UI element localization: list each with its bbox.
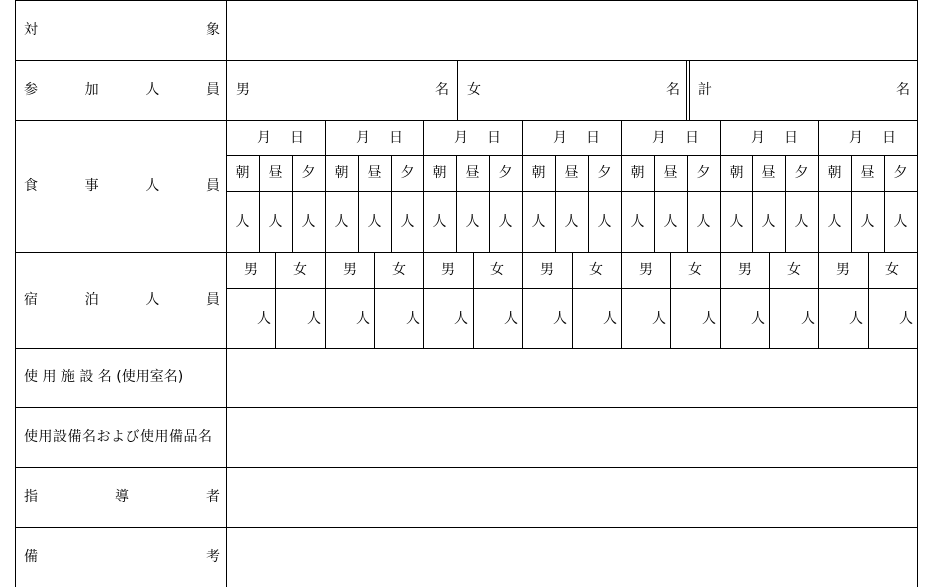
- meal-count-field[interactable]: [885, 192, 917, 252]
- day-label: 日: [389, 130, 403, 146]
- person-unit-label: 人: [663, 214, 678, 230]
- meal-count-field[interactable]: [359, 192, 391, 252]
- person-unit-label: 人: [334, 214, 349, 230]
- person-unit-label: 人: [751, 311, 765, 327]
- unit-label: 名: [435, 82, 449, 98]
- month-label: 月: [553, 130, 567, 146]
- meal-date-field[interactable]: [819, 121, 917, 155]
- instructor-label-char: 指: [24, 489, 38, 505]
- month-label: 月: [849, 130, 863, 146]
- lodging-label-char: 泊: [84, 292, 99, 308]
- participants-label: [24, 82, 220, 98]
- meal-time-label: 夕: [597, 165, 612, 181]
- total-count-field[interactable]: [690, 61, 917, 120]
- meal-count-field[interactable]: [523, 192, 555, 252]
- meal-count-field[interactable]: [457, 192, 489, 252]
- lodging-male-count-field[interactable]: [622, 289, 670, 348]
- frame-left-border: [15, 0, 16, 587]
- lodging-female-count-field[interactable]: [375, 289, 424, 348]
- person-unit-label: 人: [702, 311, 716, 327]
- instructor-label-char: 導: [115, 489, 129, 505]
- equipment-label: 使用設備名および使用備品名: [24, 429, 213, 445]
- lodging-male-label: 男: [738, 262, 752, 278]
- meal-time-label: 朝: [729, 165, 744, 181]
- female-count-field[interactable]: [458, 61, 686, 120]
- meals-label-char: 食: [24, 178, 38, 194]
- person-unit-label: 人: [301, 214, 316, 230]
- meals-label-char: 事: [84, 178, 99, 194]
- meal-date-field[interactable]: [523, 121, 621, 155]
- meal-count-field[interactable]: [392, 192, 424, 252]
- day-label: 日: [685, 130, 699, 146]
- person-unit-label: 人: [696, 214, 711, 230]
- subject-label-char: 象: [206, 22, 220, 38]
- meal-time-label: 朝: [334, 165, 349, 181]
- lodging-male-label: 男: [244, 262, 258, 278]
- facility-label: 使 用 施 設 名 (使用室名): [24, 369, 184, 385]
- meal-time-label: 昼: [761, 165, 776, 181]
- person-unit-label: 人: [553, 311, 567, 327]
- meal-count-field[interactable]: [260, 192, 292, 252]
- meal-time-label: 昼: [564, 165, 579, 181]
- lodging-female-label: 女: [490, 262, 504, 278]
- person-unit-label: 人: [498, 214, 513, 230]
- month-label: 月: [257, 130, 271, 146]
- remarks-label-char: 備: [24, 549, 38, 565]
- meal-time-label: 朝: [531, 165, 546, 181]
- meal-date-field[interactable]: [227, 121, 325, 155]
- meal-date-field[interactable]: [721, 121, 819, 155]
- meal-count-field[interactable]: [490, 192, 522, 252]
- equipment-field[interactable]: [227, 408, 917, 467]
- participants-divider-double: [686, 60, 687, 120]
- day-label: 日: [882, 130, 896, 146]
- instructor-field[interactable]: [227, 468, 917, 527]
- lodging-female-label: 女: [392, 262, 406, 278]
- lodging-male-count-field[interactable]: [523, 289, 572, 348]
- male-count-field[interactable]: [227, 61, 457, 120]
- remarks-label: [24, 549, 220, 565]
- meal-time-label: 昼: [465, 165, 480, 181]
- person-unit-label: 人: [597, 214, 612, 230]
- lodging-male-label: 男: [441, 262, 455, 278]
- day-label: 日: [487, 130, 501, 146]
- meal-time-label: 昼: [663, 165, 678, 181]
- person-unit-label: 人: [307, 311, 321, 327]
- meal-time-label: 夕: [400, 165, 415, 181]
- lodging-female-label: 女: [688, 262, 702, 278]
- meals-label: [24, 178, 220, 194]
- person-unit-label: 人: [504, 311, 518, 327]
- participants-label-char: 員: [205, 82, 220, 98]
- meal-count-field[interactable]: [227, 192, 259, 252]
- person-unit-label: 人: [761, 214, 776, 230]
- meal-time-label: 夕: [893, 165, 908, 181]
- meal-time-label: 夕: [301, 165, 316, 181]
- meal-count-field[interactable]: [424, 192, 456, 252]
- person-unit-label: 人: [235, 214, 250, 230]
- person-unit-label: 人: [849, 311, 863, 327]
- meal-count-field[interactable]: [852, 192, 884, 252]
- meals-date-divider: [226, 155, 918, 156]
- lodging-male-label: 男: [343, 262, 357, 278]
- lodging-label-char: 人: [145, 292, 160, 308]
- month-label: 月: [652, 130, 666, 146]
- remarks-field[interactable]: [227, 528, 917, 587]
- lodging-male-count-field[interactable]: [326, 289, 374, 348]
- lodging-label-char: 宿: [24, 292, 38, 308]
- meal-count-field[interactable]: [819, 192, 851, 252]
- lodging-male-count-field[interactable]: [721, 289, 769, 348]
- meal-time-label: 朝: [235, 165, 250, 181]
- person-unit-label: 人: [406, 311, 420, 327]
- person-unit-label: 人: [652, 311, 666, 327]
- unit-label: 名: [896, 82, 910, 98]
- unit-label: 名: [666, 82, 680, 98]
- meal-count-field[interactable]: [688, 192, 720, 252]
- instructor-label-char: 者: [206, 489, 220, 505]
- lodging-male-count-field[interactable]: [424, 289, 473, 348]
- lodging-male-label: 男: [836, 262, 850, 278]
- person-unit-label: 人: [367, 214, 382, 230]
- person-unit-label: 人: [801, 311, 815, 327]
- meal-time-label: 朝: [432, 165, 447, 181]
- lodging-female-count-field[interactable]: [671, 289, 720, 348]
- facility-field[interactable]: [227, 349, 917, 407]
- meal-time-label: 朝: [827, 165, 842, 181]
- person-unit-label: 人: [827, 214, 842, 230]
- person-unit-label: 人: [531, 214, 546, 230]
- subject-field[interactable]: [227, 1, 917, 60]
- meal-count-field[interactable]: [326, 192, 358, 252]
- lodging-label-char: 員: [205, 292, 220, 308]
- month-label: 月: [454, 130, 468, 146]
- person-unit-label: 人: [893, 214, 908, 230]
- meals-label-char: 人: [145, 178, 160, 194]
- meal-count-field[interactable]: [753, 192, 785, 252]
- meal-count-field[interactable]: [293, 192, 325, 252]
- meal-count-field[interactable]: [721, 192, 753, 252]
- meal-time-label: 朝: [630, 165, 645, 181]
- meal-time-label: 夕: [794, 165, 809, 181]
- lodging-female-count-field[interactable]: [474, 289, 522, 348]
- person-unit-label: 人: [603, 311, 617, 327]
- frame-right-border: [917, 0, 918, 587]
- person-unit-label: 人: [564, 214, 579, 230]
- meal-date-field[interactable]: [424, 121, 522, 155]
- person-unit-label: 人: [454, 311, 468, 327]
- person-unit-label: 人: [899, 311, 913, 327]
- person-unit-label: 人: [432, 214, 447, 230]
- lodging-female-count-field[interactable]: [276, 289, 325, 348]
- meal-date-field[interactable]: [326, 121, 424, 155]
- lodging-male-label: 男: [639, 262, 653, 278]
- remarks-label-char: 考: [206, 549, 220, 565]
- subject-label-char: 対: [24, 22, 38, 38]
- meal-count-field[interactable]: [655, 192, 687, 252]
- instructor-label: [24, 489, 220, 505]
- male-label: 男: [236, 82, 250, 98]
- person-unit-label: 人: [400, 214, 415, 230]
- lodging-female-label: 女: [787, 262, 801, 278]
- meals-label-char: 員: [205, 178, 220, 194]
- meal-time-label: 昼: [367, 165, 382, 181]
- lodging-female-count-field[interactable]: [770, 289, 819, 348]
- person-unit-label: 人: [630, 214, 645, 230]
- meal-time-label: 夕: [696, 165, 711, 181]
- meal-count-field[interactable]: [786, 192, 818, 252]
- month-label: 月: [356, 130, 370, 146]
- lodging-female-count-field[interactable]: [573, 289, 621, 348]
- participants-label-char: 人: [145, 82, 160, 98]
- meal-time-label: 昼: [860, 165, 875, 181]
- person-unit-label: 人: [860, 214, 875, 230]
- person-unit-label: 人: [356, 311, 370, 327]
- day-label: 日: [586, 130, 600, 146]
- meal-count-field[interactable]: [622, 192, 654, 252]
- meal-time-label: 夕: [498, 165, 513, 181]
- lodging-female-label: 女: [885, 262, 899, 278]
- person-unit-label: 人: [257, 311, 271, 327]
- lodging-male-count-field[interactable]: [819, 289, 868, 348]
- person-unit-label: 人: [465, 214, 480, 230]
- female-label: 女: [467, 82, 481, 98]
- lodging-male-label: 男: [540, 262, 554, 278]
- meal-count-field[interactable]: [589, 192, 621, 252]
- meal-count-field[interactable]: [556, 192, 588, 252]
- month-label: 月: [751, 130, 765, 146]
- row-divider: [15, 252, 918, 253]
- lodging-female-label: 女: [589, 262, 603, 278]
- person-unit-label: 人: [794, 214, 809, 230]
- person-unit-label: 人: [729, 214, 744, 230]
- subject-label: [24, 22, 220, 38]
- meal-date-field[interactable]: [622, 121, 720, 155]
- day-label: 日: [784, 130, 798, 146]
- lodging-female-label: 女: [293, 262, 307, 278]
- person-unit-label: 人: [268, 214, 283, 230]
- total-label: 計: [698, 82, 712, 98]
- meal-time-label: 昼: [268, 165, 283, 181]
- lodging-male-count-field[interactable]: [227, 289, 275, 348]
- lodging-label: [24, 292, 220, 308]
- day-label: 日: [290, 130, 304, 146]
- lodging-female-count-field[interactable]: [869, 289, 917, 348]
- participants-label-char: 参: [24, 82, 38, 98]
- participants-label-char: 加: [84, 82, 99, 98]
